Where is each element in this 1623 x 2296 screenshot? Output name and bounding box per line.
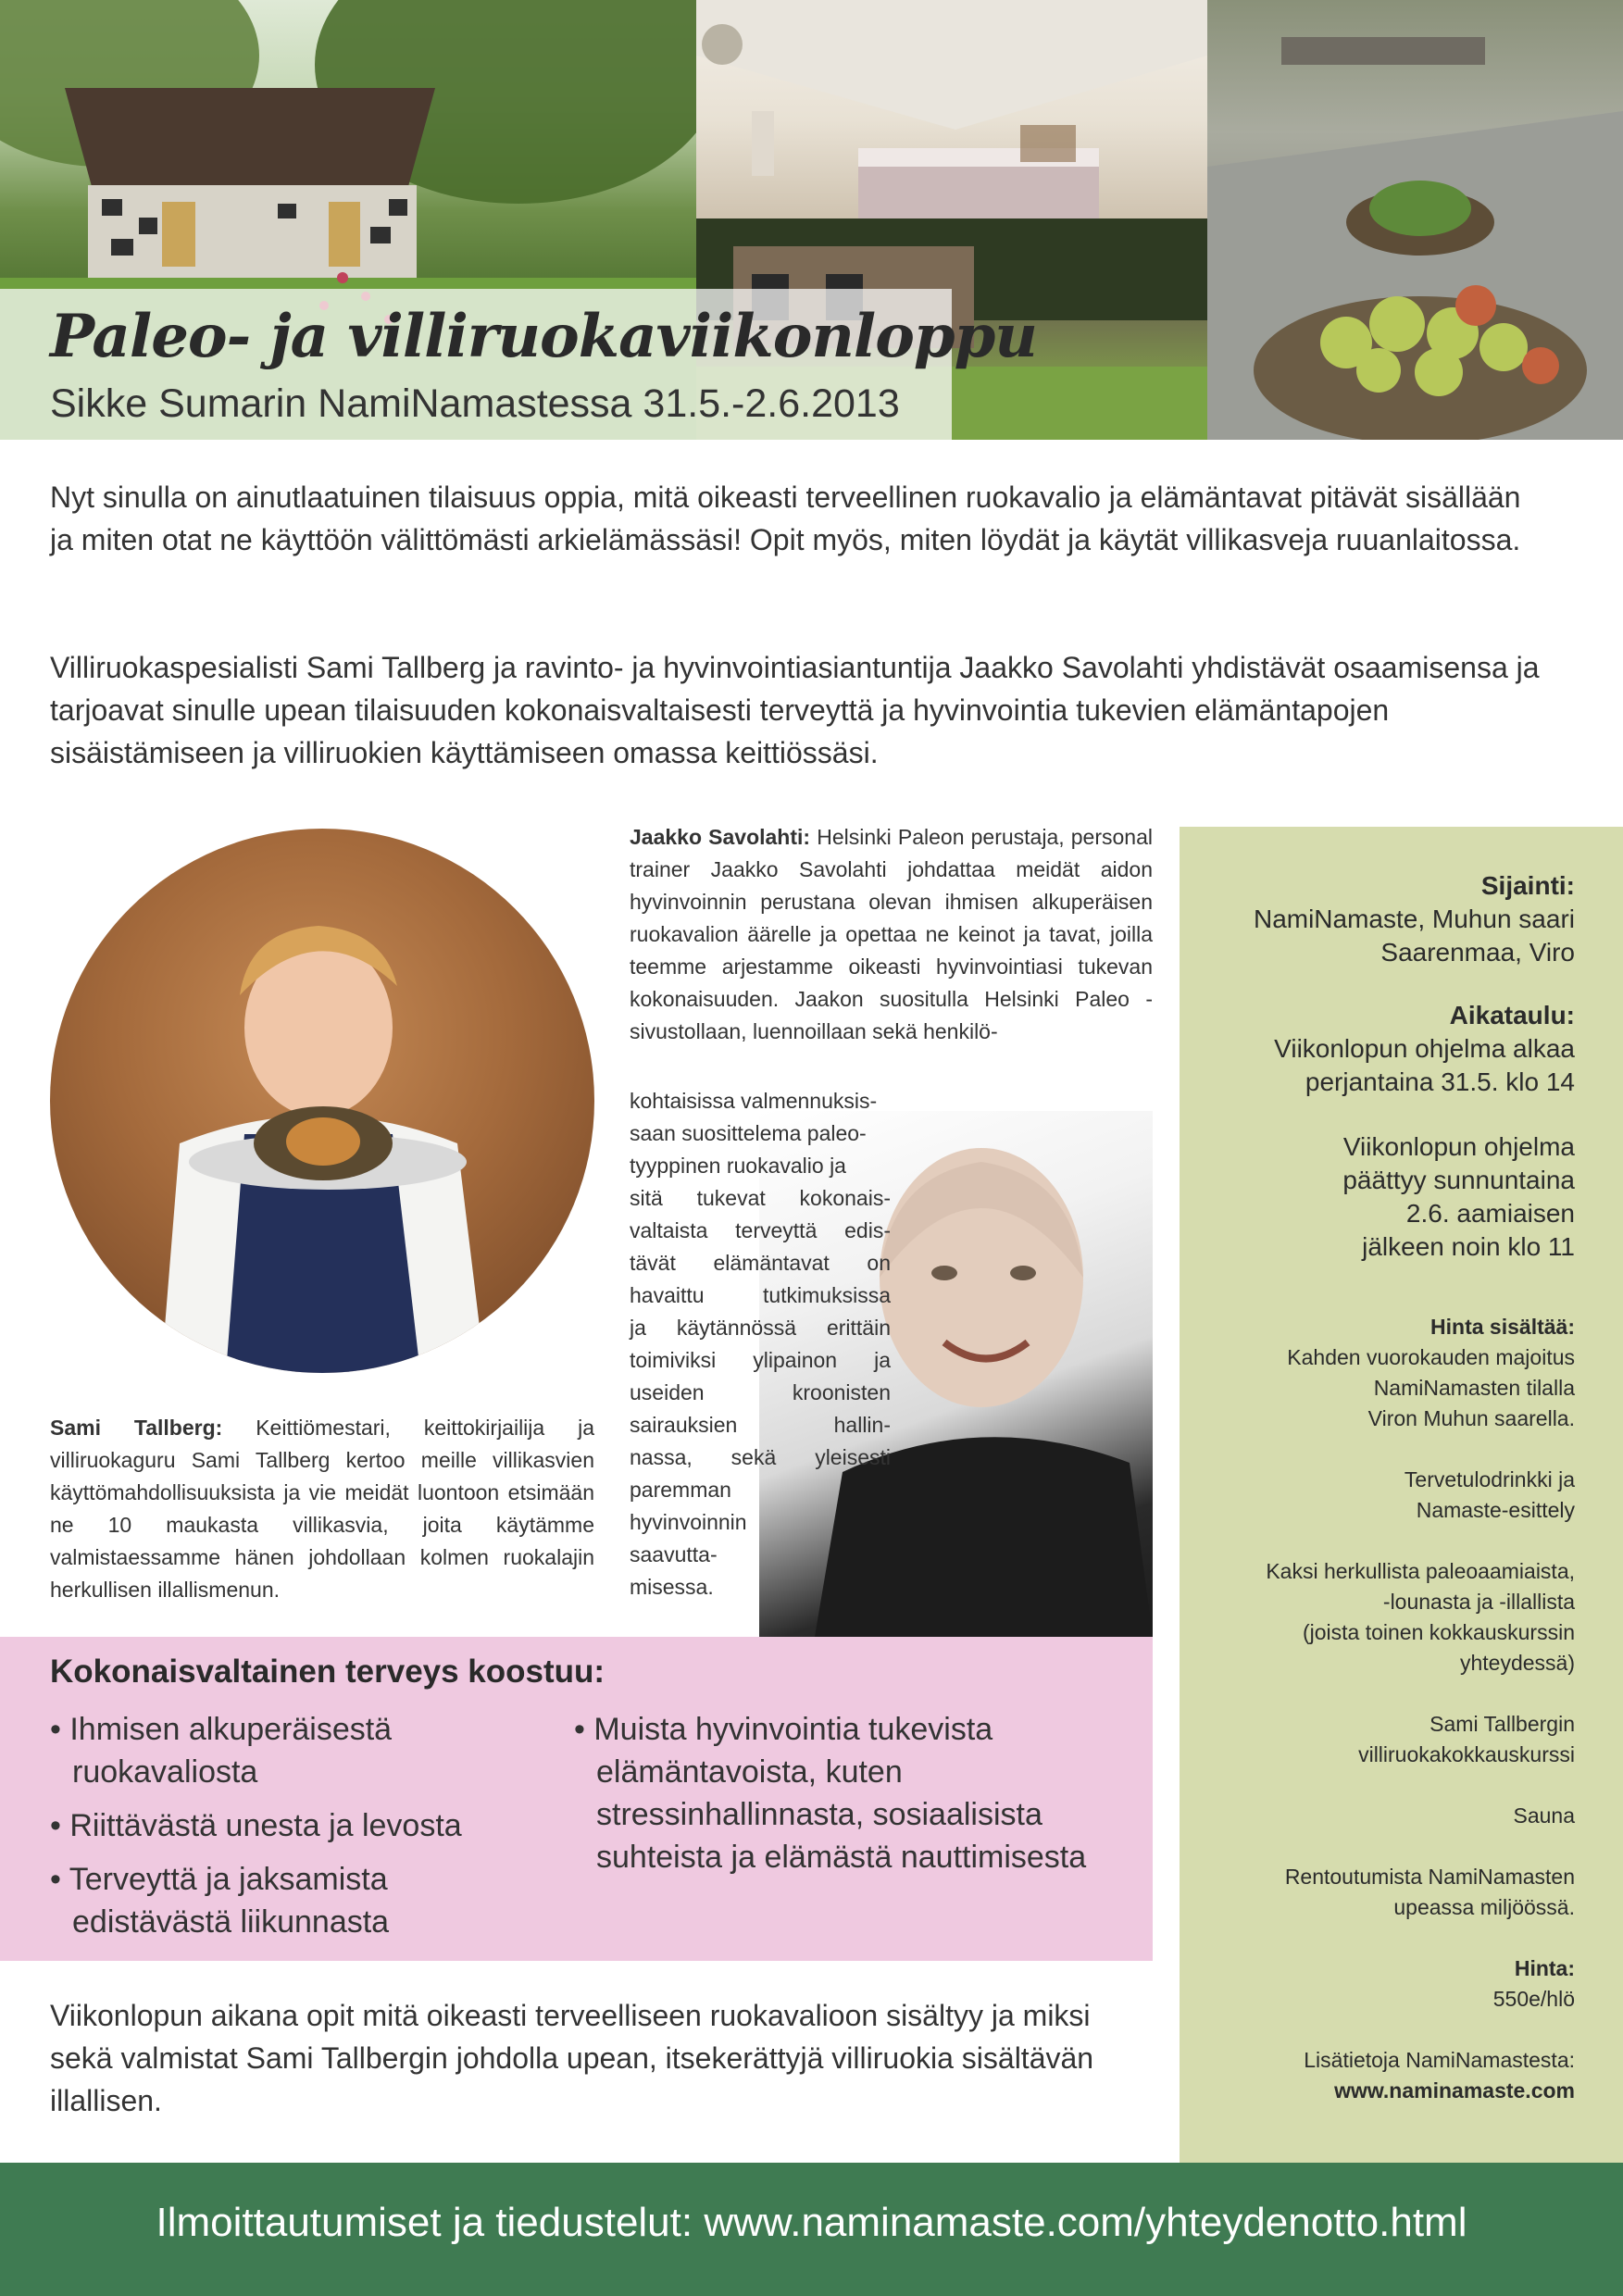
jaakko-bio-line: toimiviksi ylipainon ja: [630, 1348, 891, 1372]
jaakko-bio-line: misessa.: [630, 1575, 714, 1599]
sami-name: Sami Tallberg:: [50, 1416, 223, 1440]
jaakko-bio-line: tävät elämäntavat on: [630, 1251, 891, 1275]
list-item: • Muista hyvinvointia tukevista elämäntavoista, kuten stressinhallinnasta, sosiaalisista suhteista ja elämästä nauttimisesta: [574, 1712, 1087, 1875]
bedroom-photo: [696, 0, 1207, 218]
jaakko-bio-top: [630, 821, 1153, 1048]
jaakko-bio-line: paremman: [630, 1478, 731, 1502]
page-title: Paleo- ja villiruokaviikonloppu: [50, 302, 1037, 371]
jaakko-bio-line: nassa, sekä yleisesti: [630, 1445, 891, 1469]
list-item: • Terveyttä ja jaksamista edistävästä liikunnasta: [50, 1862, 390, 1940]
list-item: • Ihmisen alkuperäisestä ruokavaliosta: [50, 1712, 393, 1790]
jaakko-bio-text: Helsinki Paleon perustaja, personal trainer Jaakko Savolahti johdattaa meidät aidon hyvinvoinnin perustana olevan ihmisen alkuperäisen ruokavalion äärelle ja opettaa ne keinot ja tavat, joilla teemme arjestamme oikeasti hyvinvointiasi tukevan kokonaisuuden. Jaakon suositulla Helsinki Paleo -sivustollaan, luennoillaan sekä henkilö-: [630, 825, 1153, 1043]
location-section: Sijainti: NamiNamaste, Muhun saari Saarenmaa, Viro: [1253, 871, 1575, 967]
jaakko-bio-line: sairauksien hallin-: [630, 1413, 891, 1437]
jaakko-bio-line: havaittu tutkimuksissa: [630, 1283, 891, 1307]
health-components-heading: Kokonaisvaltainen terveys koostuu:: [50, 1653, 606, 1690]
includes-section: Hinta sisältää: Kahden vuorokauden majoitus NamiNamasten tilalla Viron Muhun saarella. Tervetulodrinkki ja Namaste-esittely Kaksi herkullista paleoaamiaista, -lounasta ja -illallista (joista toinen kokkauskurssin yhteydessä) Sami Tallbergin villiruokakokkauskurssi Sauna Rentoutumista NamiNamasten upeassa miljöössä. Hinta: 550e/hlö Lisätietoja NamiNamastesta: www.naminamaste.com: [1266, 1315, 1575, 2103]
footer-contact-link[interactable]: Ilmoittautumiset ja tiedustelut: www.naminamaste.com/yhteydenotto.html: [156, 2200, 1467, 2245]
jaakko-bio-line: ja käytännössä erittäin: [630, 1316, 891, 1340]
jaakko-bio-line: saan suosittelema paleo-: [630, 1121, 867, 1145]
health-list-left: [50, 1708, 550, 1943]
sami-bio-text: Keittiömestari, keittokirjailija ja villiruokaguru Sami Tallberg kertoo meille villikasvien käyttömahdollisuuksista ja vie meidät luontoon etsimään ne 10 maukasta villikasvia, joita käytämme valmistaessamme hänen johdollaan kolmen ruokalajin herkullisen illallismenun.: [50, 1416, 594, 1602]
health-list-right: [574, 1708, 1092, 1878]
jaakko-bio-line: valtaista terveyttä edis-: [630, 1218, 891, 1242]
jaakko-bio-wrapped: [630, 1085, 940, 1603]
jaakko-name: Jaakko Savolahti:: [630, 825, 811, 849]
sami-bio: [50, 1412, 594, 1606]
table-apples-photo: [1207, 0, 1623, 440]
closing-paragraph: Viikonlopun aikana opit mitä oikeasti terveelliseen ruokavalioon sisältyy ja miksi sekä valmistat Sami Tallbergin johdolla upean, itsekerättyjä villiruokia sisältävän illallisen.: [50, 1999, 1094, 2117]
list-item: • Riittävästä unesta ja levosta: [50, 1808, 462, 1843]
schedule-section: Aikataulu: Viikonlopun ohjelma alkaa perjantaina 31.5. klo 14 Viikonlopun ohjelma päättyy sunnuntaina 2.6. aamiaisen jälkeen noin klo 11: [1274, 1001, 1575, 1261]
jaakko-bio-line: sitä tukevat kokonais-: [630, 1186, 891, 1210]
intro-paragraph-1: Nyt sinulla on ainutlaatuinen tilaisuus oppia, mitä oikeasti terveellinen ruokavalio ja elämäntavat pitävät sisällään ja miten otat ne käyttöön välittömästi arkielämässäsi! Opit myös, miten löydät ja käytät villikasveja ruuanlaitossa.: [50, 480, 1521, 556]
intro-paragraph-2: Villiruokaspesialisti Sami Tallberg ja ravinto- ja hyvinvointiasiantuntija Jaakko Savolahti yhdistävät osaamisensa ja tarjoavat sinulle upean tilaisuuden kokonaisvaltaisesti terveyttä ja hyvinvointia tukevien elämäntapojen sisäistämiseen ja villiruokien käyttämiseen omassa keittiössäsi.: [50, 651, 1540, 769]
sami-tallberg-portrait: [50, 829, 594, 1373]
page-subtitle: Sikke Sumarin NamiNamastessa 31.5.-2.6.2013: [50, 381, 900, 426]
jaakko-bio-line: hyvinvoinnin: [630, 1510, 747, 1534]
jaakko-bio-line: tyyppinen ruokavalio ja: [630, 1154, 846, 1178]
jaakko-bio-line: useiden kroonisten: [630, 1380, 891, 1404]
jaakko-bio-line: saavutta-: [630, 1542, 718, 1566]
website-link[interactable]: www.naminamaste.com: [1334, 2078, 1575, 2103]
jaakko-bio-line: kohtaisissa valmennuksis-: [630, 1089, 878, 1113]
info-sidebar: [1180, 827, 1623, 2163]
